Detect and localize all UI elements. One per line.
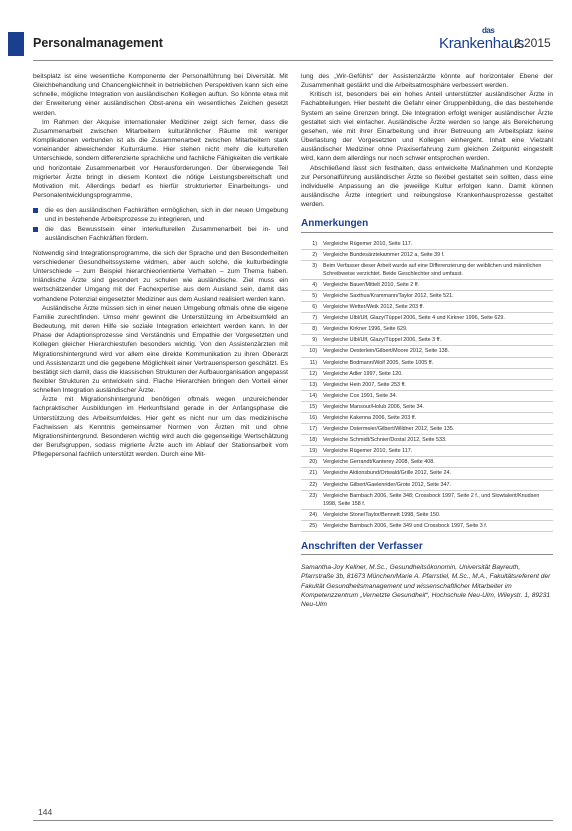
note-text: Vergleiche Ulbl/Ulf, Glazy/Tüppel 2006, Seite 4 und Kirkner 1996, Seite 629. (323, 315, 505, 322)
bullet-item (33, 206, 288, 224)
note-number: 20) (309, 459, 317, 466)
header-rule (33, 60, 553, 61)
paragraph: lung des „Wir-Gefühls“ der Assistenzärzte könnte auf horizontaler Ebene der Zusammenhalt gestärkt und die Arbeitsatmosphäre verbessert werden. (301, 73, 553, 90)
logo-small-text: das (482, 26, 495, 35)
paragraph: Im Rahmen der Akquise internationaler Mediziner zeigt sich ferner, dass die Zusammenarbeit zwischen Mitarbeitern kulturähnlicher Räume mit weniger Komplikationen verbunden ist als die Zusammenarbeit zwischen Mitarbeitern stark voneinander abweichender Kulturräume. Hier stehen nicht mehr die kulturellen Unterschiede, sondern differenzierte sprachliche und fachliche Fähigkeiten die vertikale und horizontale Zusammenarbeit vor Herausforderungen. Der überwiegende Teil migrierter Ärzte bringt in diesem Kontext die nötige Leistungsbereitschaft und Motivation mit. Allerdings bedarf es hierfür strukturierter Einarbeitungs- und Personalentwicklungsprogramme, (33, 118, 288, 200)
note-number: 6) (312, 304, 317, 311)
note-item (301, 313, 553, 324)
note-item (301, 446, 553, 457)
note-text: Vergleiche Stone/Taylor/Bennett 1998, Seite 150. (323, 511, 441, 518)
note-item (301, 280, 553, 291)
bullet-text: die es den ausländischen Fachkräften ermöglichen, sich in der neuen Umgebung und in bestehende Arbeitsprozesse zu integrieren, und (45, 207, 288, 224)
note-item (301, 335, 553, 346)
note-item (301, 424, 553, 435)
note-item (301, 302, 553, 313)
note-number: 4) (312, 281, 317, 288)
note-item (301, 369, 553, 380)
square-bullet-icon (33, 208, 38, 213)
note-item (301, 468, 553, 479)
issue-number: 2.2015 (514, 36, 551, 50)
note-number: 19) (309, 448, 317, 455)
note-text: Vergleiche Aktionsbund/Ortwald/Grille 2012, Seite 24. (323, 470, 451, 477)
note-item (301, 239, 553, 250)
note-text: Vergleiche Ostermeier/Gilbert/Wildner 2012, Seite 135. (323, 426, 455, 433)
note-text: Vergleiche Kakenna 2006, Seite 203 ff. (323, 415, 417, 421)
note-number: 13) (309, 381, 317, 388)
note-number: 25) (309, 522, 317, 529)
magazine-logo (439, 26, 525, 54)
note-item (301, 435, 553, 446)
note-number: 18) (309, 437, 317, 444)
note-number: 16) (309, 415, 317, 421)
note-number: 3) (312, 262, 317, 269)
note-item (301, 510, 553, 521)
note-number: 2) (312, 251, 317, 258)
note-item (301, 291, 553, 302)
note-item (301, 391, 553, 402)
note-text: Vergleiche Gilbert/Gaelenrider/Grote 2012, Seite 347. (323, 481, 451, 488)
note-text: Vergleiche Bauer/Mittelt 2010, Seite 2 ff. (323, 281, 420, 288)
note-text: Vergleiche Wetter/Weik 2012, Seite 203 ff. (323, 304, 424, 311)
note-item (301, 380, 553, 391)
bullet-text: die das Bewusstsein einer interkulturellen Zusammenarbeit bei in- und ausländischen Fachkräften fördern. (45, 225, 288, 242)
left-column (33, 72, 288, 459)
note-number: 23) (309, 492, 317, 499)
note-item (301, 250, 553, 261)
note-number: 9) (312, 337, 317, 344)
note-item (301, 358, 553, 369)
note-number: 8) (312, 326, 317, 333)
paragraph: Notwendig sind Integrationsprogramme, die sich der Sprache und den Besonderheiten verschiedener Gesundheitssysteme widmen, aber auch solche, die kulturbedingte Unterschiede – zum Beispiel hierarchieorientierte Verhalten – zum Thema haben. Inländische Ärzte sind gesondert zu schulen wie ausländische. Ziel muss ein wertschätzender Umgang mit der Fachexpertise aus dem Ausland sein, damit das vorhandene Potenzial eingesetzter Mediziner aus dem Ausland realisiert werden kann. (33, 249, 288, 303)
note-item (301, 324, 553, 335)
note-text: Vergleiche Rügemer 2010, Seite 117. (323, 240, 413, 247)
paragraph: beitsplatz ist eine wesentliche Komponente der Personalführung bei Diversität. Mit Gleichbehandlung und Chancengleichheit in betrieblichen Perspektiven kann sich eine schnelle, mögliche Integration von ausländischen Kollegen auftun. So könnte etwa mit der Erweiterung einer ausländischen Obst-arena ein wesentliches Zeichen gesetzt werden. (33, 73, 288, 117)
note-item (301, 521, 553, 532)
paragraph: Abschließend lässt sich festhalten, dass entwickelte Maßnahmen und Konzepte zur Personalführung ausländischer Ärzte so flexibel gestaltet sein sollten, dass eine individuelle Anpassung an die jeweilige Kultur erfolgen kann. Damit können ausländische Ärzte integriert und reibungslose Krankenhausprozesse gestaltet werden. (301, 164, 553, 209)
footer-rule (33, 820, 553, 821)
note-number: 24) (309, 511, 317, 518)
note-text: Vergleiche Ulbl/Ulf, Glazy/Tüppel 2006, Seite 3 ff. (323, 337, 441, 344)
note-item (301, 457, 553, 468)
note-text: Vergleiche Bundesärztekammer 2012 a, Seite 39 f. (323, 251, 445, 258)
note-number: 10) (309, 348, 317, 355)
section-color-bar (8, 32, 24, 56)
bullet-list (33, 206, 288, 243)
note-item (301, 261, 553, 280)
note-number: 22) (309, 481, 317, 488)
note-text: Vergleiche Kirkner 1996, Seite 629. (323, 326, 408, 333)
paragraph: Ausländische Ärzte müssen sich in einer neuen Umgebung oftmals ohne die eigene Familie zurechtfinden. Umso mehr gewinnt die Unterstützung im Arbeitsumfeld an Bedeutung, mit deren Hilfe sie soziale Integration erleichtert werden kann. In der Phase der Adaptionsprozesse sind Verständnis und Empathie der Vorgesetzten und Kollegen gleicher Hierarchiestufen besonders wichtig. Von den Assistenzärzten mit Migrationshintergrund wird vor allem eine direkte Kommunikation zu ihren Oberarzt und Assistenzarzt und die gegebene Möglichkeit einer Vertrauensperson geschätzt. Es bestätigt sich damit, dass die klassischen Strukturen der Aufbauorganisation angepasst flexibler Strukturen zu entwickeln sind. Flache Hierarchien bringen den Vorteil einer schnellen Integration ausländischer Ärzte. (33, 304, 288, 395)
paragraph: Kritisch ist, besonders bei ein hohes Anteil unterstützter ausländischer Ärzte in Fachabteilungen. Hier besteht die Gefahr einer Gruppenbildung, die das bestehende System an seine Grenzen bringt. Die Integration erfolgt weniger ausländischer Ärzte gestaltet sich viel einfacher. Ausländische Ärzte werden so lange als Bereicherung gesehen, wie mit ihrer Einarbeitung und ihrer Betreuung am Arbeitsplatz keine Überlastung der Vorgesetzten und Kollegen einhergeht. Inhalt eine Vielzahl ausländischer Mediziner ohne Praxiserfahrung zum gleichen Zeitpunkt eingestellt wird, kann dem allerdings nur noch schwer entsprochen werden. (301, 91, 553, 163)
note-text: Vergleiche Barnbach 2006, Seite 348; Crossbock 1997, Seite 2 f., und Slowtalent/Knudsen 1998, Seite 158 f. (323, 492, 540, 507)
note-item (301, 480, 553, 491)
page-number: 144 (38, 807, 53, 817)
note-text: Vergleiche Oesterlein/Gilbert/Moore 2012, Seite 138. (323, 348, 450, 355)
bullet-item (33, 225, 288, 243)
note-number: 12) (309, 370, 317, 377)
note-item (301, 413, 553, 424)
note-text: Vergleiche Hein 2007, Seite 253 ff. (323, 381, 406, 388)
note-item (301, 491, 553, 510)
note-item (301, 402, 553, 413)
right-column (301, 72, 553, 609)
note-text: Vergleiche Saxthus/Krammann/Taylor 2012, Seite 521. (323, 292, 454, 299)
page-header (0, 24, 572, 60)
notes-list (301, 239, 553, 533)
note-text: Vergleiche Mansour/Holub 2006, Seite 34. (323, 403, 424, 410)
note-number: 1) (312, 240, 317, 247)
authors-heading: Anschriften der Verfasser (301, 542, 553, 555)
square-bullet-icon (33, 227, 38, 232)
note-text: Vergleiche Schmidt/Schnier/Dostal 2012, Seite 533. (323, 437, 447, 444)
paragraph: Ärzte mit Migrationshintergrund benötigen oftmals wegen unzureichender fachpraktischer Ausbildungen im Herkunftsland gerade in der Anfangsphase die Unterstützung des Arbeitsumfeldes. Hier geht es nicht nur um das medizinische Fachwissen als Kenntnis gemeinsamer Normen von Ärzten mit und ohne Migrationshintergrund. Besonderen wichtig wird auch die gegenseitige Wertschätzung der Berufsgruppen, sodass migrierte Ärzte auch im Ablauf der Stationsarbeit vom Pflegepersonal fachlich unterstützt werden. Durch eine Mit- (33, 396, 288, 459)
note-text: Vergleiche Adler 1997, Seite 120. (323, 370, 403, 377)
note-text: Vergleiche Cox 1991, Seite 34. (323, 392, 398, 399)
note-number: 21) (309, 470, 317, 477)
notes-heading: Anmerkungen (301, 219, 553, 232)
note-item (301, 346, 553, 357)
note-number: 14) (309, 392, 317, 399)
note-text: Vergleiche Rügemer 2010, Seite 117. (323, 448, 413, 455)
note-text: Beim Verfasser dieser Arbeit wurde auf eine Differenzierung der weiblichen und männlichen Schreibweise verzichtet. Beide Geschlechter sind umfasst. (323, 262, 542, 277)
note-text: Vergleiche Gerrandt/Kanterey 2008, Seite 408. (323, 459, 435, 466)
note-number: 5) (312, 292, 317, 299)
note-number: 7) (312, 315, 317, 322)
section-title: Personalmanagement (33, 36, 163, 50)
note-number: 17) (309, 426, 317, 433)
note-number: 11) (309, 359, 317, 366)
note-text: Vergleiche Bodmann/Wolf 2005, Seite 1005 ff. (323, 359, 434, 366)
note-text: Vergleiche Barnbach 2006, Seite 349 und Crossbock 1997, Seite 3 f. (323, 522, 488, 529)
note-number: 15) (309, 403, 317, 410)
authors-address: Samantha-Joy Kellner, M.Sc., Gesundheitsökonomin, Universität Bayreuth, Pfarrstraße 3b, 81673 München/Marie A. Pfarrstiel, M.Sc., M.A., Fakultätsreferent der Fakultät Gesundheitsmanagement und wissenschaftlicher Mitarbeiter im Kompetenzzentrum „Vernetzte Gesundheit“, Hochschule Neu-Ulm, Wileystr. 1, 89231 Neu-Ulm (301, 564, 551, 608)
logo-main-text: Krankenhaus (439, 35, 525, 52)
